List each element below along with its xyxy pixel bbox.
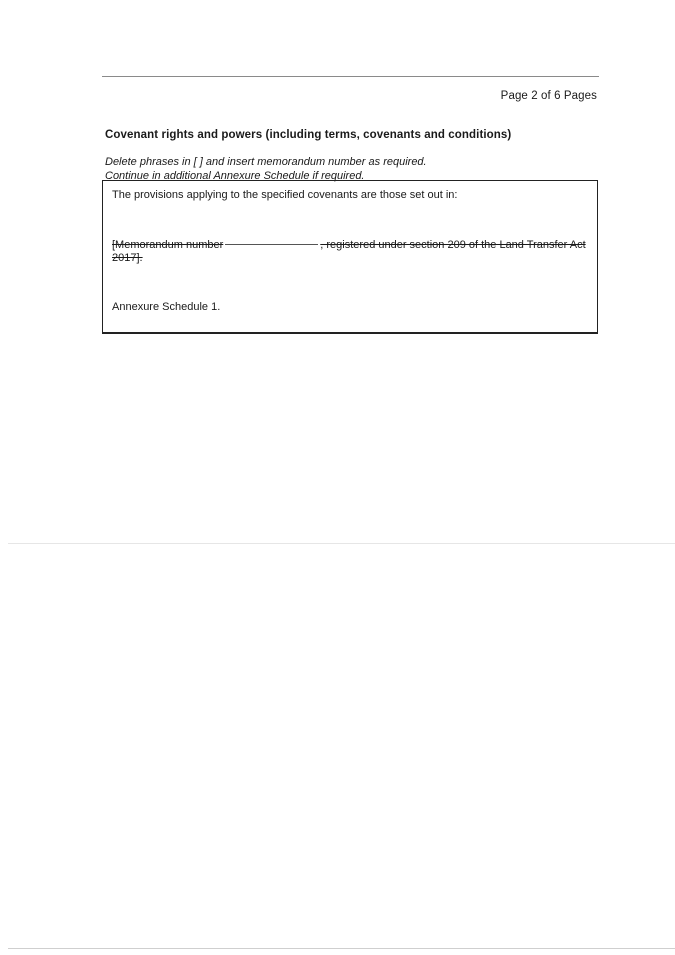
memorandum-prefix: [Memorandum number [112,239,224,251]
annexure-schedule-reference: Annexure Schedule 1. [112,301,221,313]
scan-divider-bottom [8,948,675,949]
section-title: Covenant rights and powers (including terms, covenants and conditions) [105,129,512,141]
header-rule [102,76,599,77]
memorandum-number-blank [225,244,318,245]
instructions [105,155,427,183]
page-number: Page 2 of 6 Pages [500,90,597,102]
memorandum-suffix: , registered under section 209 of the Land Transfer Act 2017]. [112,239,586,264]
memorandum-clause-struck [112,239,587,265]
instruction-delete-phrases: Delete phrases in [ ] and insert memorandum number as required. [105,156,427,168]
instruction-continue-annexure: Continue in additional Annexure Schedule if required. [105,170,365,182]
provisions-intro-text: The provisions applying to the specified covenants are those set out in: [112,189,458,201]
covenant-provisions-box [102,180,598,334]
scan-divider-middle [8,543,675,544]
